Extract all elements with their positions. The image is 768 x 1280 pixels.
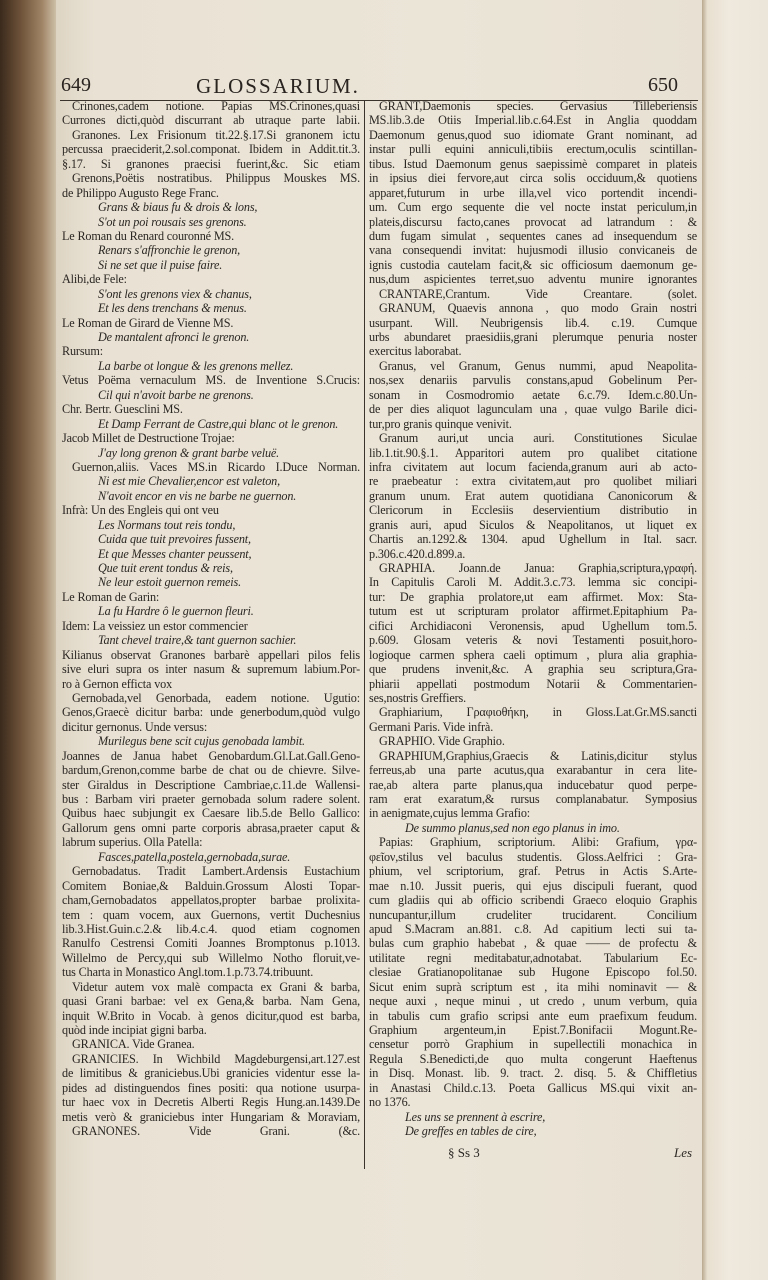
text-line: GRANT,Daemonis species. Gervasius Tilleberiensis [379, 99, 697, 113]
text-line: rae,ab altera parte planus,qua inducebatur quod perpe- [369, 777, 697, 792]
text-line: metis verò & graniciebus inter Hungariam & Moraviam, [62, 1109, 360, 1124]
text-line: in Anastasi Child.c.13. Poeta Gallicus MS.qui vixit an- [369, 1080, 697, 1095]
text-line: in Disq. Monast. lib. 9. tract. 2. disq. 5. & Chiffletius [369, 1066, 697, 1081]
text-line: bus : Barbam viri praeter gernobada solum radere solent. [62, 792, 360, 806]
text-line: cifici Archidiaconi Veronensis, apud Ughellum tom.5. [369, 618, 697, 633]
text-line: re praebeatur : extra civitatem,aut pro quolibet miliari [369, 474, 697, 489]
text-line: De greffes en tables de cire, [405, 1124, 537, 1139]
text-line: de limitibus & graniciebus.Ubi granicies videntur esse la- [62, 1066, 360, 1081]
text-line: S'ont les grenons viex & chanus, [98, 286, 252, 301]
text-line: tutum est ut scripturam prolator affirmet.Epitaphium Pa- [369, 604, 697, 619]
text-line: Cuida que tuit prevoires fussent, [98, 532, 251, 547]
text-line: GRAPHIO. Vide Graphio. [379, 734, 505, 749]
text-line: dum fugam simulat , sequentes canes ad insequendum se [369, 228, 697, 243]
text-line: Renars s'affronchie le grenon, [98, 243, 241, 258]
text-line: utilitate regni meditabatur,adnotabat. Tabularium Ec- [369, 950, 697, 965]
text-line: dicitur gernonus. Unde versus: [62, 719, 208, 734]
text-line: Videtur autem vox malè compacta ex Grani & barba, [72, 979, 360, 994]
text-line: de per dies aliquot lagunculam una , quae vulgo Barile dici- [369, 402, 697, 417]
text-line: GRANICIES. In Wichbild Magdeburgensi,art.127.est [72, 1051, 360, 1066]
text-line: granum unum. Erat autem quotidiana Canonicorum & [369, 488, 697, 503]
text-line: tem : quam vocem, aux Guernons, vertit Duchesnius [62, 907, 360, 922]
text-line: cum gladiis qui ab officio scribendi Graeco eloquio Graphis [369, 893, 697, 908]
text-line: Rursum: [62, 344, 103, 359]
text-line: que prudens invenit,&c. A graphia seu scriptura,Gra- [369, 662, 697, 677]
text-line: plateis,discursu facto,canes provocat ad latrandum : & [369, 214, 697, 229]
text-line: Vetus Poëma vernaculum MS. de Inventione S.Crucis: [62, 373, 360, 388]
text-line: Si ne set que il puise faire. [98, 257, 223, 272]
text-line: Murilegus bene scit cujus genobada lambit. [98, 734, 305, 749]
column-divider [364, 101, 365, 1169]
text-line: mae n.10. Jussit pueris, qui ejus discipuli fuerant, quod [369, 878, 697, 893]
text-line: ram erat exaratum,& rursus complanabatur. Symposius [369, 792, 697, 806]
text-line: quòd inde incipiat gigni barba. [62, 1023, 207, 1037]
text-line: Crinones,cadem notione. Papias MS.Crinones,quasi [72, 99, 360, 113]
text-line: GRAPHIA. Joann.de Janua: Graphia,scriptura,γραφή. [379, 561, 697, 575]
text-line: Kilianus observat Granones barbarè appellari pilos felis [62, 647, 360, 662]
text-line: Graphiarium, Γραφιοθήκη, in Gloss.Lat.Gr.MS.sancti [379, 705, 697, 720]
text-line: S'ot un poi rousais ses grenons. [98, 214, 247, 229]
text-line: neque auxi , neque minui , ut credo , unum verbum, quia [369, 994, 697, 1009]
text-line: infra civitatem aut locum facienda,granum auri ab acto- [369, 459, 697, 474]
text-line: GRANICA. Vide Granea. [72, 1037, 195, 1052]
text-line: φεῖον,stilus vel baculus studentis. Gloss.Aelfrici : Gra- [369, 849, 697, 864]
text-line: ses,nostris Greffiers. [369, 690, 467, 705]
text-line: tus Charta in Monastico Angl.tom.1.p.73.74.tribuunt. [62, 965, 314, 980]
text-line: Fasces,patella,postela,gernobada,surae. [98, 849, 291, 864]
text-line: ro à Gernon efficta vox [62, 676, 173, 691]
text-line: sive eluri supra os inter nasum & supremum labium.Por- [62, 662, 360, 677]
text-line: Granones. Lex Frisionum tit.22.§.17.Si granonem ictu [72, 127, 360, 142]
text-line: Le Roman de Girard de Vienne MS. [62, 315, 234, 330]
text-line: Le Roman du Renard couronné MS. [62, 228, 235, 243]
text-line: logioque carmen sphera caeli optimum , plura alia graphia- [369, 647, 697, 662]
text-line: percussa praeciderit,2.sol.componat. Ibidem in Addit.tit.3. [62, 142, 360, 157]
text-line: Germani Paris. Vide infrà. [369, 719, 494, 734]
text-line: Daemonum genus,quod suo idiomate Grant nominant, ad [369, 127, 697, 142]
text-line: Regula S.Benedicti,de quo multa congerunt Haeftenus [369, 1051, 697, 1066]
signature-mark: § Ss 3 [448, 1145, 480, 1160]
text-line: In Capitulis Caroli M. Addit.3.c.73. lemma sic concipi- [369, 575, 697, 590]
book-binding-gutter [0, 0, 56, 1280]
text-line: La fu Hardre ô le guernon fleuri. [98, 604, 254, 619]
text-line: in ipsius diei fervore,aut circa solis occiduum,& quotiens [369, 171, 697, 186]
text-line: Granum auri,ut uncia auri. Constitutiones Siculae [379, 431, 697, 446]
text-line: CRANTARE,Crantum. Vide Creantare. (solet. [379, 286, 697, 301]
text-line: ster Giraldus in Descriptione Cambriae,c.11.de Wallensi- [62, 777, 360, 792]
facing-page-edge [702, 0, 768, 1280]
text-line: pides ad distinguendos fines positi: qua notione usurpa- [62, 1080, 360, 1095]
text-line: apud S.Macram an.881. c.8. Ad capitium lecti sui ta- [369, 921, 697, 936]
text-line: censetur porrò Graphium in supellectili monachica in [369, 1037, 697, 1052]
text-line: um. Cum ergo sequente die vel nocte instat periculum,in [369, 200, 697, 215]
text-line: urbs abundaret praesidiis,grani plerumque penuria noster [369, 330, 697, 344]
text-line: Chr. Bertr. Guesclini MS. [62, 402, 183, 417]
text-line: GRANONES. Vide Grani. (&c. [72, 1124, 360, 1139]
text-line: Alibi,de Fele: [62, 272, 127, 287]
text-line: ignis custodia cautelam facit,& sic officiosum daemonum ge- [369, 257, 697, 272]
text-line: Chartis an.1292.& 1304. apud Ughellum in Ital. sacr. [369, 532, 697, 547]
text-line: tur: De graphia prolatore,ut eam affirmet. Mox: Sta- [369, 589, 697, 604]
text-line: Graphium argenteum,in Epist.7.Bonifacii Mogunt.Re- [369, 1023, 697, 1037]
running-title: GLOSSARIUM. [196, 74, 360, 98]
text-line: Le Roman de Garin: [62, 589, 160, 604]
text-line: Ni est mie Chevalier,encor est valeton, [98, 474, 280, 489]
text-line: De mantalent afronci le grenon. [98, 330, 250, 344]
text-line: Papias: Graphium, scriptorium. Alibi: Grafium, γρα- [379, 835, 697, 850]
right-text-column [369, 99, 697, 1139]
text-line: usurpant. Will. Neubrigensis lib.4. c.19. Cumque [369, 315, 697, 330]
text-line: Les Normans tout reis tondu, [98, 517, 236, 532]
text-line: Ne leur estoit guernon remeis. [98, 575, 241, 590]
text-line: Grans & biaus fu & drois & lons, [98, 200, 258, 215]
text-line: inquit W.Brito in Vocab. à genos dicitur,quod est barba, [62, 1008, 360, 1023]
text-line: Gallorum gens omni parte corporis abrasa,praeter caput & [62, 820, 360, 835]
text-line: §.17. Si granones praecisi fuerint,&c. Sic etiam [62, 156, 360, 171]
text-line: Infrà: Un des Engleis qui ont veu [62, 503, 219, 518]
text-line: Que tuit erent tondus & reis, [98, 561, 233, 575]
left-page-number: 649 [61, 74, 91, 96]
text-line: apparet,futurum in urbe illa,vel vico portendit incendi- [369, 185, 697, 200]
text-line: in tabulis cum grafio scripsi ante eum praefixum feudum. [369, 1008, 697, 1023]
text-line: lib.1.tit.90.§.1. Apparitori autem pro qualibet citatione [369, 445, 697, 460]
text-line: exercitus laborabat. [369, 344, 462, 359]
text-line: Gernobada,vel Genorbada, eadem notione. Ugutio: [72, 690, 360, 705]
text-line: Gernobadatus. Tradit Lambert.Ardensis Eustachium [72, 864, 360, 879]
text-line: p.609. Glosam veteris & novi Testamenti posuit,horo- [369, 633, 697, 648]
text-line: Guernon,aliis. Vaces MS.in Ricardo I.Duce Norman. [72, 459, 360, 474]
text-line: clesiae Gratianopolitanae sub Hugone Episcopo fol.50. [369, 965, 697, 980]
text-line: Et Damp Ferrant de Castre,qui blanc ot le grenon. [98, 416, 339, 431]
right-page-number: 650 [648, 74, 678, 96]
text-line: Ranulfo Cestrensi Comiti Joannes Bromptonus p.1013. [62, 936, 360, 951]
text-line: tur haec vox in Decretis Alberti Regis Hung.an.1439.De [62, 1095, 360, 1110]
text-line: Idem: La veissiez un estor commencier [62, 618, 248, 633]
catchword: Les [674, 1145, 693, 1160]
text-line: Et les dens trenchans & menus. [98, 301, 247, 316]
text-line: bardum,Grenon,comme barbe de chat ou de chievre. Silve- [62, 763, 360, 778]
text-line: sonam in Cosmodromio aetate 6.c.79. Idem.c.80.Un- [369, 387, 697, 402]
text-line: no 1376. [369, 1095, 411, 1110]
text-line: Cil qui n'avoit barbe ne grenons. [98, 387, 254, 402]
text-line: Tant chevel traire,& tant guernon sachier. [98, 633, 297, 648]
text-line: N'avoit encor en vis ne barbe ne guernon. [98, 488, 297, 503]
text-line: Sicut enim suprà scriptum est , ita mihi nominavit — & [369, 979, 697, 994]
text-line: Et que Messes chanter peussent, [98, 546, 252, 561]
text-line: nus,dum aspicientes terret,suo adventu munire ignorantes [369, 272, 697, 287]
text-line: GRANUM, Quaevis annona , quo modo Grain nostri [379, 301, 697, 316]
text-line: vana consequendi invitat: hujusmodi illusio convicaneis de [369, 243, 697, 258]
text-line: Comitem Boniae,& Balduin.Grossum Alosti Topar- [62, 878, 360, 893]
text-line: p.306.c.420.d.899.a. [369, 546, 466, 561]
text-line: Currones dicti,quòd discurrant ab utraque parte labii. [62, 113, 360, 128]
text-line: labrum superius. Olla Patella: [62, 835, 203, 850]
text-line: Willelmo de Percy,qui sub Willelmo Notho floruit,ve- [62, 950, 360, 965]
text-line: instar pulli equini anniculi,tibiis erectum,oculis scintillan- [369, 142, 697, 157]
left-text-column [62, 99, 360, 1139]
text-line: J'ay long grenon & grant barbe veluë. [98, 445, 280, 460]
text-line: Genos,Graecè dicitur barba: unde generbodum,quòd vulgo [62, 705, 360, 720]
text-line: lib.3.Hist.Guin.c.2.& lib.4.c.4. quod etiam cognomen [62, 921, 360, 936]
text-line: Jacob Millet de Destructione Trojae: [62, 431, 235, 446]
text-line: tur,pro granis quinque venivit. [369, 416, 512, 431]
text-line: cham,Gernobadatos appellatos,propter barbae prolixita- [62, 893, 360, 908]
text-line: quasi Grani barbae: vel ex Gena,& barba. Nam Gena, [62, 994, 360, 1009]
text-line: La barbe ot longue & les grenons mellez. [98, 358, 294, 373]
text-line: phium, vel scriptorium, graf. Petrus in Actis S.Arte- [369, 864, 697, 879]
text-line: granis auri, apud Siculos & Neapolitanos, ut liquet ex [369, 517, 697, 532]
text-line: Joannes de Janua habet Genobardum.Gl.Lat.Gall.Geno- [62, 748, 360, 763]
text-line: MS.lib.3.de Otiis Imperial.lib.c.64.Est in Anglia quoddam [369, 113, 697, 128]
text-line: tibus. Istud Daemonum genus saepissimè comparet in plateis [369, 156, 697, 171]
text-line: Quibus haec subjungit ex Caesare lib.5.de Bello Gallico: [62, 806, 360, 821]
text-line: Clericorum in Ecclesiis deservientium distributio in [369, 503, 697, 518]
text-line: phiarii appellati postmodum Notarii & Commentarien- [369, 676, 697, 691]
text-line: Les uns se prennent à escrire, [405, 1109, 546, 1124]
text-line: de Philippo Augusto Rege Franc. [62, 185, 219, 200]
text-line: Grenons,Poëtis nostratibus. Philippus Mouskes MS. [72, 171, 360, 186]
text-line: in aenigmate,cujus lemma Grafio: [369, 806, 531, 821]
text-line: GRAPHIUM,Graphius,Graecis & Latinis,dicitur stylus [379, 748, 697, 763]
text-line: ferreus,ab una parte acutus,qua exarabantur in cera lite- [369, 763, 697, 778]
text-line: bulas cum graphio habebat , & quae —— de profectu & [369, 936, 697, 951]
text-line: Granus, vel Granum, Genus nummi, apud Neapolita- [379, 358, 697, 373]
text-line: De summo planus,sed non ego planus in imo. [405, 820, 620, 835]
text-line: nos,sex denariis parvulis constans,apud Gobelinum Per- [369, 373, 697, 388]
text-line: nuncupantur,illum crudeliter trucidarent. Concilium [369, 907, 697, 922]
